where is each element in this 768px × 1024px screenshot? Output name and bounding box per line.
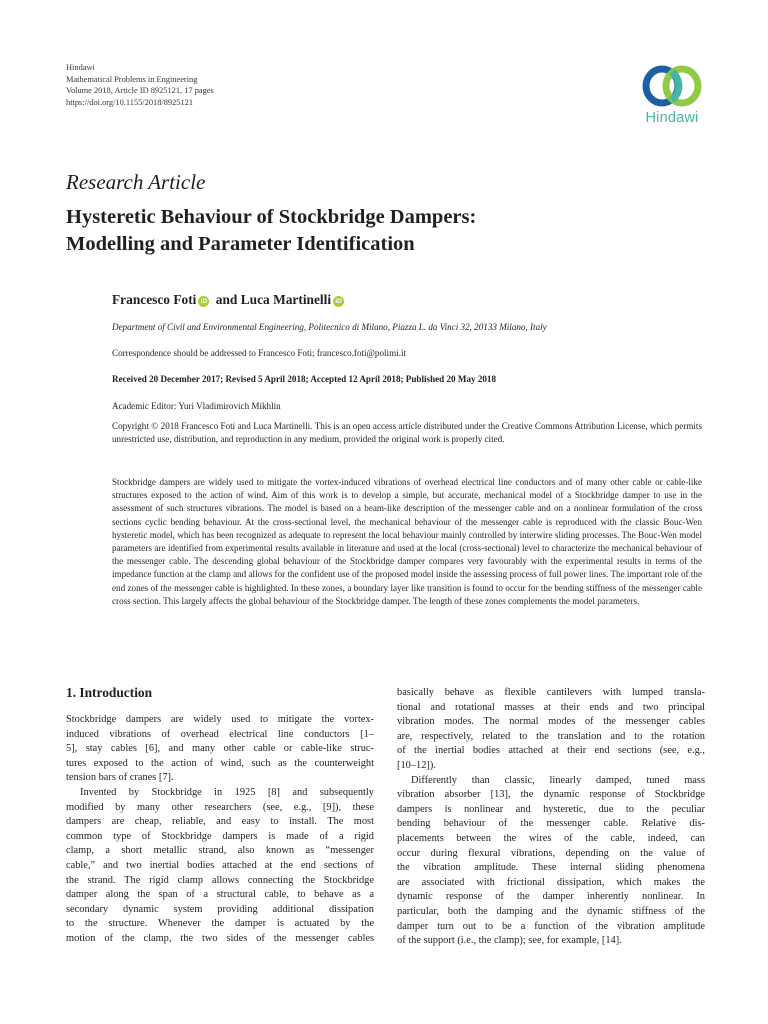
article-title: [66, 204, 706, 258]
abstract: Stockbridge dampers are widely used to mitigate the vortex-induced vibrations of overhead electrical line conductors and of many other cable or cable-like structures exposed to the action of wind. Aim of this work is to develop a simple, but accurate, mechanical model of a Stockbridge damper to use in the assessment of such structures vibrations. The model is based on a beam-like description of the messenger cable and on a nonlinear formulation of the cross sections cyclic bending behaviour. At the cross-sectional level, the mechanical behaviour of the messenger cable is reproduced with the classic Bouc-Wen hysteretic model, which has been recognized as adequate to represent the local behaviour mainly controlled by interwire sliding processes. The Bouc-Wen model parameters are identified from experimental results available in literature and used at the local (cross-sectional) level to characterize the mechanical behaviour of the messenger cable. The descending global behaviour of the Stockbridge damper compares very favourably with the experimental results in terms of the impedance function at the clamp and allows for the confident use of the proposed model inside the assessing process of full power lines. The important role of the end zones of the messenger cable is highlighted. In these zones, a boundary layer like transition is found to occur for the bending stiffness of the messenger cable cross section. This largely affects the global behaviour of the Stockbridge damper. The length of these zones complements the model parameters.: [112, 477, 702, 606]
orcid-icon[interactable]: iD: [198, 296, 209, 307]
publisher-name: Hindawi: [66, 63, 95, 72]
text-line: secondary dynamic system providing additional dissipation: [66, 903, 374, 915]
doi-link[interactable]: https://doi.org/10.1155/2018/8925121: [66, 97, 194, 107]
author-name[interactable]: Luca Martinelli: [240, 292, 332, 307]
text-line: common type of Stockbridge dampers is made of a rigid: [66, 830, 374, 842]
text-line: are associated with frictional dissipation, which makes the: [397, 876, 705, 888]
title-line: Hysteretic Behaviour of Stockbridge Dampers:: [66, 206, 477, 228]
copyright-notice: Copyright © 2018 Francesco Foti and Luca Martinelli. This is an open access article distributed under the Creative Commons Attribution License, which permits unrestricted use, distribution, and reproduction in any medium, provided the original work is properly cited.: [112, 421, 702, 445]
journal-meta: [66, 62, 214, 108]
orcid-icon[interactable]: iD: [333, 296, 344, 307]
text-line: Differently than classic, linearly damped, tuned mass: [411, 774, 705, 786]
publication-dates: Received 20 December 2017; Revised 5 April 2018; Accepted 12 April 2018; Published 20 May 2018: [112, 374, 497, 384]
author-list: [112, 292, 347, 308]
article-type: Research Article: [66, 170, 206, 194]
text-line: occur during flexural vibrations, depending on the value of: [397, 847, 705, 859]
text-line: basically behave as flexible cantilevers with lumped transla-: [397, 687, 705, 698]
text-line: damper along the span of a structural cable, to behave as a: [66, 889, 374, 901]
academic-editor: Academic Editor: Yuri Vladimirovich Mikhlin: [112, 401, 281, 411]
paragraph: [66, 713, 374, 786]
text-line: placements between the wires of the cable, indeed, can: [397, 832, 705, 844]
text-line: to the structure. Whenever the damper is actuated by the: [66, 918, 374, 930]
text-line: dynamic response of the damper inherently nonlinear. In: [397, 891, 705, 903]
title-line: Modelling and Parameter Identification: [66, 233, 415, 255]
text-line: dampers is nonlinear and hysteretic, due to the peculiar: [397, 803, 705, 815]
paragraph: [397, 686, 705, 774]
text-line: clamp, a short metallic strand, also known as “messenger: [66, 845, 374, 857]
text-line: the vibration amplitude. These internal sliding phenomena: [397, 862, 705, 874]
author-name[interactable]: Francesco Foti: [112, 292, 197, 307]
affiliation: Department of Civil and Environmental Engineering, Politecnico di Milano, Piazza L. da Vinci 32, 20133 Milano, Italy: [112, 322, 547, 332]
author-connector: and: [215, 292, 238, 307]
left-column: [66, 713, 374, 947]
text-line: 5], stay cables [6], and many other cable or cable-like struc-: [66, 743, 374, 755]
text-line: damper turn out to be a function of the vibration amplitude: [397, 920, 705, 932]
text-line: bending behaviour of the messenger cable. Relative dis-: [397, 818, 705, 830]
text-line: vibration absorber [13], the dynamic response of Stockbridge: [397, 789, 705, 801]
text-line: particular, both the damping and the dynamic stiffness of the: [397, 905, 705, 917]
text-line: [10–12]).: [397, 759, 436, 771]
text-line: modified by many other researchers (see, e.g., [9]), these: [66, 801, 374, 813]
text-line: Stockbridge dampers are widely used to mitigate the vortex-: [66, 714, 374, 725]
correspondence: Correspondence should be addressed to Francesco Foti; francesco.foti@polimi.it: [112, 348, 406, 358]
text-line: tures exposed to the action of wind, such as the counterweight: [66, 757, 374, 769]
text-line: the strand. The rigid clamp allows connecting the Stockbridge: [66, 874, 374, 886]
text-line: motion of the clamp, the two sides of the messenger cables: [66, 932, 374, 944]
journal-name: Mathematical Problems in Engineering: [66, 74, 198, 84]
text-line: tional and rotational masses at their ends and two principal: [397, 701, 705, 713]
text-line: Invented by Stockbridge in 1925 [8] and subsequently: [80, 786, 374, 798]
text-line: are, respectively, related to the translation and to the rotation: [397, 730, 705, 742]
text-line: of the inertial bodies attached at their end sections (see, e.g.,: [397, 745, 705, 757]
right-column: [397, 686, 705, 949]
section-heading: 1. Introduction: [66, 685, 153, 700]
text-line: vibration modes. The normal modes of the messenger cables: [397, 716, 705, 728]
text-line: tension bars of cranes [7].: [66, 772, 174, 784]
paragraph: [397, 774, 705, 949]
text-line: cable,” and two inertial bodies attached at the end sections of: [66, 859, 374, 871]
text-line: dampers are cheap, reliable, and easy to install. The most: [66, 816, 374, 828]
volume-info: Volume 2018, Article ID 8925121, 17 pages: [66, 86, 214, 96]
paragraph: [66, 786, 374, 947]
text-line: induced vibrations of overhead electrical line conductors [1–: [66, 728, 374, 740]
hindawi-logo-text: Hindawi: [645, 110, 699, 126]
text-line: of the support (i.e., the clamp); see, for example, [14].: [397, 935, 622, 947]
